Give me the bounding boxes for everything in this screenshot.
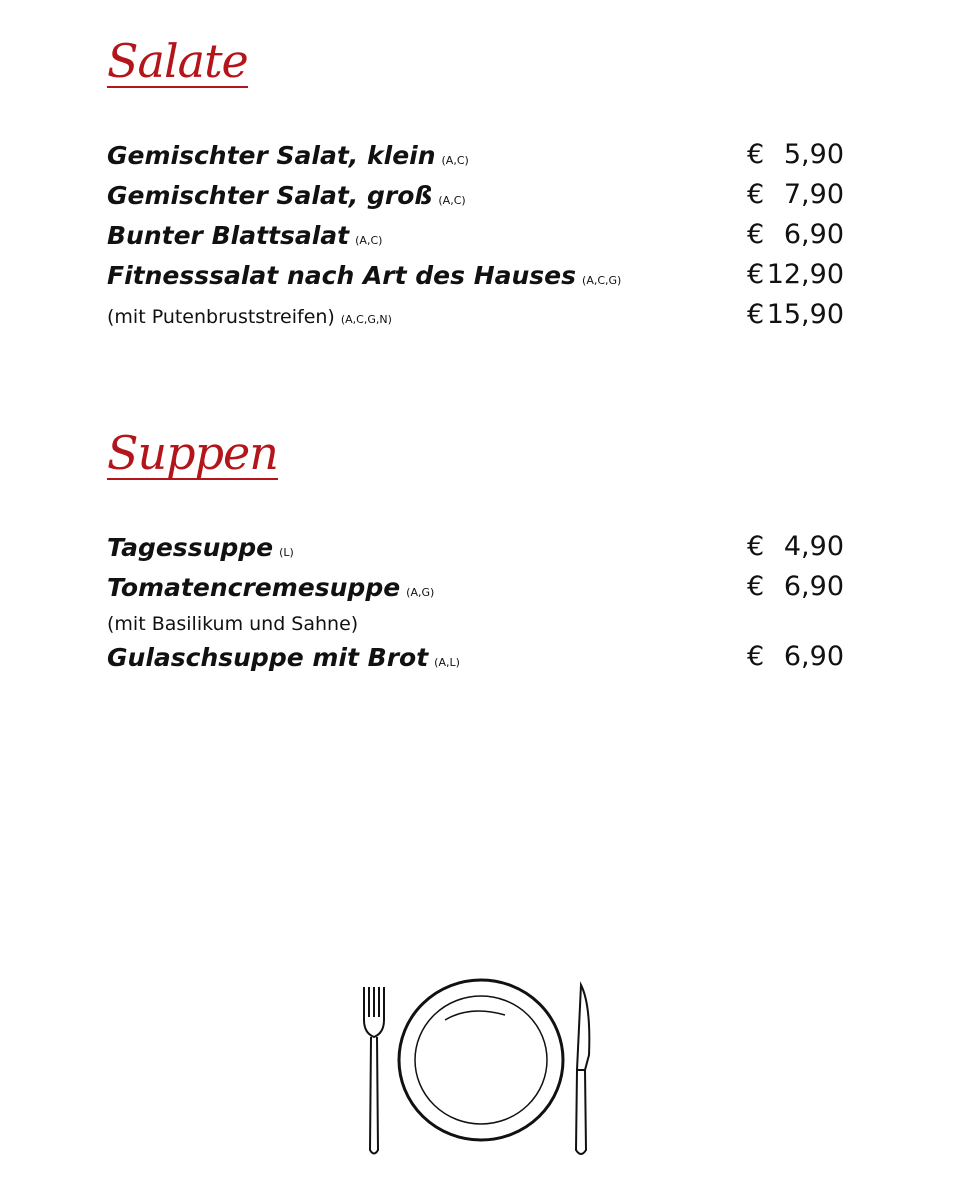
item-price xyxy=(747,181,844,208)
menu-item xyxy=(107,218,844,252)
currency-symbol: € xyxy=(747,531,765,562)
item-name: Gemischter Salat, klein xyxy=(107,141,436,170)
price-value: 6,90 xyxy=(783,571,844,602)
currency-symbol: € xyxy=(747,571,765,602)
item-price xyxy=(747,221,844,248)
menu-item-variant xyxy=(107,298,844,332)
item-allergens: (A,C) xyxy=(438,194,466,207)
fork-icon xyxy=(364,987,384,1154)
item-note-line xyxy=(107,308,392,327)
item-name-line xyxy=(107,183,466,208)
section-title-salate: Salate xyxy=(107,34,248,88)
item-price xyxy=(747,141,844,168)
menu-item xyxy=(107,138,844,172)
item-price xyxy=(747,533,844,560)
item-note: (mit Putenbruststreifen) xyxy=(107,306,335,328)
item-name: Gemischter Salat, groß xyxy=(107,181,433,210)
item-allergens: (L) xyxy=(279,546,294,559)
item-allergens: (A,C,G) xyxy=(582,274,622,287)
item-allergens: (A,G) xyxy=(406,586,435,599)
currency-symbol: € xyxy=(747,641,765,672)
currency-symbol: € xyxy=(747,299,765,330)
item-allergens: (A,L) xyxy=(434,656,460,669)
item-name: Tomatencremesuppe xyxy=(107,573,401,602)
place-setting-illustration xyxy=(355,975,605,1165)
menu-item xyxy=(107,640,844,674)
price-value: 15,90 xyxy=(766,299,844,330)
price-value: 5,90 xyxy=(783,139,844,170)
item-allergens: (A,C) xyxy=(355,234,383,247)
item-allergens: (A,C,G,N) xyxy=(340,313,392,326)
item-name-line xyxy=(107,535,294,560)
item-name-line xyxy=(107,143,469,168)
item-name-line xyxy=(107,575,434,600)
item-price xyxy=(747,301,844,328)
price-value: 4,90 xyxy=(783,531,844,562)
currency-symbol: € xyxy=(747,219,765,250)
item-name: Tagessuppe xyxy=(107,533,274,562)
menu-item xyxy=(107,178,844,212)
currency-symbol: € xyxy=(747,139,765,170)
item-price xyxy=(747,261,844,288)
menu-item-note xyxy=(107,605,844,639)
item-name-line xyxy=(107,645,460,670)
menu-item xyxy=(107,530,844,564)
item-name-line xyxy=(107,263,621,288)
currency-symbol: € xyxy=(747,179,765,210)
item-name: Fitnesssalat nach Art des Hauses xyxy=(107,261,577,290)
item-price xyxy=(747,573,844,600)
item-name-line xyxy=(107,223,382,248)
section-title-suppen: Suppen xyxy=(107,426,278,480)
price-value: 6,90 xyxy=(783,641,844,672)
knife-icon xyxy=(576,985,589,1154)
menu-item xyxy=(107,570,844,604)
price-value: 6,90 xyxy=(783,219,844,250)
item-name: Bunter Blattsalat xyxy=(107,221,350,250)
item-price xyxy=(747,643,844,670)
menu-item xyxy=(107,258,844,292)
item-note: (mit Basilikum und Sahne) xyxy=(107,613,359,635)
currency-symbol: € xyxy=(747,259,765,290)
item-name: Gulaschsuppe mit Brot xyxy=(107,643,429,672)
plate-icon xyxy=(399,980,563,1140)
item-allergens: (A,C) xyxy=(441,154,469,167)
price-value: 12,90 xyxy=(766,259,844,290)
price-value: 7,90 xyxy=(783,179,844,210)
